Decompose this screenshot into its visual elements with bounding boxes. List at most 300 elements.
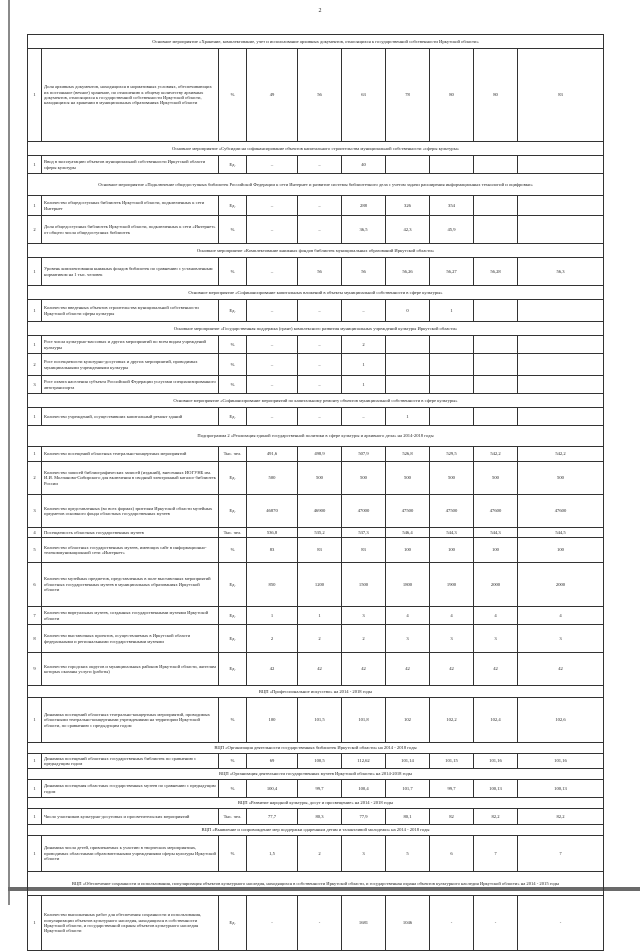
value-cell: 99,7 [298, 780, 342, 798]
indicator-name: Количество областных государственных музеев, имеющих сайт в информационно-телекоммуникационной сети «Интернет» [42, 538, 219, 563]
row-number: 1 [28, 49, 42, 142]
value-cell: 526,8 [386, 447, 430, 462]
indicator-name: Количество выставочных проектов, осуществляемых в Иркутской области федеральными и региональными государственными музеями [42, 625, 219, 653]
indicator-name: Уровень комплектования книжных фондов библиотек по сравнению с установленным нормативом на 1 тыс. человек [42, 258, 219, 286]
indicator-name: Количество посещений областных театрально-концертных мероприятий [42, 447, 219, 462]
section-row [28, 35, 604, 49]
value-cell: 537,3 [342, 528, 386, 538]
indicator-name: Рост посещаемости культурно-досуговых и других мероприятий, проводимых муниципальными учреждениями культуры [42, 354, 219, 376]
table-row [28, 538, 604, 563]
value-cell: 544,3 [474, 528, 518, 538]
value-cell: 80 [430, 49, 474, 142]
value-cell [430, 336, 474, 354]
value-cell: 3 [386, 625, 430, 653]
value-cell: 36,5 [342, 216, 386, 244]
value-cell: 850 [247, 563, 298, 607]
value-cell: 42 [298, 653, 342, 686]
table-row [28, 754, 604, 769]
unit-cell: % [219, 49, 247, 142]
row-number: 2 [28, 462, 42, 495]
value-cell: – [298, 300, 342, 322]
section-row [28, 769, 604, 780]
value-cell: 491,6 [247, 447, 298, 462]
indicator-name: Динамика числа детей, привлекаемых к участию в творческих мероприятиях, проводимых областными образовательными учреждениями сферы культуры Иркутской области [42, 836, 219, 872]
value-cell: 42 [386, 653, 430, 686]
value-cell: 2 [342, 625, 386, 653]
value-cell: 7 [474, 836, 518, 872]
value-cell: 112,62 [342, 754, 386, 769]
value-cell: 2 [342, 336, 386, 354]
row-number: 3 [28, 495, 42, 528]
value-cell: 288 [342, 196, 386, 216]
value-cell [518, 336, 604, 354]
value-cell [518, 216, 604, 244]
section-title: Основное мероприятие «Субсидии на софинансирование объектов капитального строительства муниципальной собственности «сферы культуры» [28, 142, 604, 156]
value-cell: 99,7 [430, 780, 474, 798]
value-cell [474, 336, 518, 354]
value-cell: 354 [430, 196, 474, 216]
unit-cell: % [219, 698, 247, 743]
table-row [28, 495, 604, 528]
row-number: 9 [28, 653, 42, 686]
value-cell: 83 [247, 538, 298, 563]
table-row [28, 653, 604, 686]
row-number: 6 [28, 563, 42, 607]
row-number: 3 [28, 376, 42, 394]
value-cell: 101,14 [386, 754, 430, 769]
unit-cell: Тыс. чел. [219, 528, 247, 538]
value-cell [518, 300, 604, 322]
value-cell [518, 376, 604, 394]
section-title: Основное мероприятие «Софинансирование капитальных вложений в объекты муниципальной собственности в сфере культуры» [28, 286, 604, 300]
row-number: 1 [28, 754, 42, 769]
unit-cell: Ед. [219, 896, 247, 951]
value-cell: – [247, 258, 298, 286]
section-row [28, 142, 604, 156]
value-cell: – [298, 156, 342, 174]
section-title: ВЦП «Выявление и сопровождение мер поддержки одаренным детям и талантливой молодежи» на 2014 - 2018 годы [28, 825, 604, 836]
row-number: 1 [28, 896, 42, 951]
row-number: 1 [28, 408, 42, 426]
value-cell: 500 [474, 462, 518, 495]
value-cell [386, 354, 430, 376]
value-cell: 42 [518, 653, 604, 686]
unit-cell: % [219, 754, 247, 769]
value-cell: 56 [298, 258, 342, 286]
unit-cell: % [219, 354, 247, 376]
indicator-name: Количество представленных (во всех формах) зрителям Иркутской области музейных предметов основного фонда областных государственных музеев [42, 495, 219, 528]
value-cell: 544,5 [518, 528, 604, 538]
value-cell: 80 [474, 49, 518, 142]
value-cell: – [298, 216, 342, 244]
row-number: 1 [28, 156, 42, 174]
value-cell: 3 [474, 625, 518, 653]
indicator-name: Посещаемость областных государственных музеев [42, 528, 219, 538]
indicator-name: Количество выполненных работ для обеспечения сохранности и использования, популяризации объектов культурного наследия, находящихся в собственности Иркутской области, и государственной охраны объектов культурного наследия Иркутской области [42, 896, 219, 951]
value-cell: 42,3 [386, 216, 430, 244]
value-cell: 56,27 [430, 258, 474, 286]
value-cell: 2 [298, 625, 342, 653]
value-cell: – [342, 300, 386, 322]
value-cell: – [298, 354, 342, 376]
indicator-name: Количество общедоступных библиотек Иркутской области, подключенных к сети Интернет [42, 196, 219, 216]
value-cell: 3 [342, 607, 386, 625]
value-cell: 544,3 [430, 528, 474, 538]
value-cell: – [247, 300, 298, 322]
value-cell: 6 [430, 836, 474, 872]
table-row [28, 156, 604, 174]
value-cell: 101,8 [342, 698, 386, 743]
value-cell [518, 196, 604, 216]
unit-cell: Ед. [219, 563, 247, 607]
unit-cell: Ед. [219, 495, 247, 528]
value-cell: - [474, 896, 518, 951]
value-cell: 100,13 [518, 780, 604, 798]
value-cell: 102,2 [430, 698, 474, 743]
value-cell [474, 408, 518, 426]
value-cell: 40 [342, 156, 386, 174]
section-row [28, 872, 604, 896]
unit-cell: Ед. [219, 300, 247, 322]
table-row [28, 354, 604, 376]
value-cell: 101,5 [298, 698, 342, 743]
value-cell: 1681 [342, 896, 386, 951]
row-number: 1 [28, 780, 42, 798]
value-cell [518, 408, 604, 426]
value-cell: 2000 [518, 563, 604, 607]
unit-cell: Тыс. чел. [219, 447, 247, 462]
section-title: Подпрограмма 2 «Реализация единой государственной политики в сфере культуры и архивного дела» на 2014-2018 годы [28, 426, 604, 447]
unit-cell: % [219, 258, 247, 286]
value-cell: 1 [342, 354, 386, 376]
unit-cell: % [219, 216, 247, 244]
value-cell [430, 354, 474, 376]
value-cell: 4 [386, 607, 430, 625]
value-cell: 3 [430, 625, 474, 653]
value-cell [430, 408, 474, 426]
value-cell: 100 [386, 538, 430, 563]
row-number: 4 [28, 528, 42, 538]
value-cell [386, 376, 430, 394]
value-cell [386, 156, 430, 174]
value-cell: 77,7 [247, 809, 298, 825]
row-number: 2 [28, 354, 42, 376]
value-cell [474, 376, 518, 394]
value-cell: – [247, 196, 298, 216]
value-cell: 47000 [342, 495, 386, 528]
row-number: 5 [28, 538, 42, 563]
value-cell: 500 [298, 462, 342, 495]
value-cell: 1 [430, 300, 474, 322]
table-row [28, 408, 604, 426]
value-cell: 45,9 [430, 216, 474, 244]
table-row [28, 563, 604, 607]
section-row [28, 798, 604, 809]
value-cell: 4 [430, 607, 474, 625]
table-row [28, 896, 604, 951]
value-cell: 46900 [298, 495, 342, 528]
value-cell: 78 [386, 49, 430, 142]
value-cell: 546,4 [386, 528, 430, 538]
row-number: 1 [28, 300, 42, 322]
indicator-name: Количество введенных объектов строительства муниципальной собственности Иркутской области сферы культуры [42, 300, 219, 322]
value-cell: – [298, 196, 342, 216]
value-cell: 82,2 [518, 809, 604, 825]
table-row [28, 780, 604, 798]
value-cell: 2000 [474, 563, 518, 607]
table-row [28, 836, 604, 872]
section-row [28, 174, 604, 196]
value-cell: - [247, 896, 298, 951]
value-cell: 1900 [430, 563, 474, 607]
value-cell: 1500 [342, 563, 386, 607]
unit-cell: Ед. [219, 625, 247, 653]
value-cell: 83 [298, 538, 342, 563]
page-number: 2 [318, 8, 322, 14]
value-cell: 56 [342, 258, 386, 286]
unit-cell: % [219, 538, 247, 563]
value-cell: 2 [298, 836, 342, 872]
section-title: ВЦП «Профессиональное искусство» на 2014 - 2018 годы [28, 686, 604, 698]
row-number: 1 [28, 809, 42, 825]
unit-cell: % [219, 836, 247, 872]
row-number: 7 [28, 607, 42, 625]
table-row [28, 607, 604, 625]
row-number: 1 [28, 698, 42, 743]
value-cell: 3 [342, 836, 386, 872]
value-cell: – [247, 354, 298, 376]
value-cell: 82 [430, 809, 474, 825]
section-title: Основное мероприятие «Подключение общедоступных библиотек Российской Федерации к сети Интернет и развитие системы библиотечного дела с учетом задачи расширения информационных технологий и оцифровки» [28, 174, 604, 196]
unit-cell: Ед. [219, 653, 247, 686]
value-cell: 536,8 [247, 528, 298, 538]
value-cell: 83 [342, 538, 386, 563]
value-cell: – [298, 408, 342, 426]
value-cell: 100,5 [298, 754, 342, 769]
value-cell: 1 [342, 376, 386, 394]
value-cell: – [298, 336, 342, 354]
row-number: 1 [28, 336, 42, 354]
indicator-name: Количество городских округов и муниципальных районов Иркутской области, жителям которых оказаны услуги (работы) [42, 653, 219, 686]
value-cell: 1200 [298, 563, 342, 607]
section-row [28, 686, 604, 698]
value-cell [474, 354, 518, 376]
value-cell: – [247, 336, 298, 354]
indicator-name: Число участников культурно-досуговых и просветительских мероприятий [42, 809, 219, 825]
row-number: 8 [28, 625, 42, 653]
value-cell: 2 [247, 625, 298, 653]
section-title: ВЦП «Развитие народной культуры, досуг и просвещение» на 2014 - 2018 годы [28, 798, 604, 809]
value-cell: 100 [518, 538, 604, 563]
indicator-name: Динамика посещения областных государственных музеев по сравнению с предыдущим годом [42, 780, 219, 798]
section-row [28, 426, 604, 447]
table-row [28, 698, 604, 743]
value-cell [474, 216, 518, 244]
unit-cell: Ед. [219, 156, 247, 174]
table-row [28, 625, 604, 653]
scan-left-edge [8, 0, 10, 905]
row-number: 2 [28, 216, 42, 244]
section-row [28, 286, 604, 300]
value-cell: 500 [518, 462, 604, 495]
value-cell: 56,3 [518, 258, 604, 286]
value-cell: 326 [386, 196, 430, 216]
section-row [28, 743, 604, 754]
value-cell: - [430, 896, 474, 951]
section-row [28, 244, 604, 258]
table-row [28, 809, 604, 825]
value-cell [474, 156, 518, 174]
section-title: Основное мероприятие «Государственная поддержка (грант) комплексного развития муниципальных учреждений культуры Иркутской области» [28, 322, 604, 336]
value-cell: 47600 [474, 495, 518, 528]
value-cell: 101,16 [474, 754, 518, 769]
value-cell: 529,5 [430, 447, 474, 462]
indicator-name: Динамика посещений областных театрально-концертных мероприятий, проводимых областными театрально-концертными учреждениями на территории Иркутской области, по сравнению с предыдущим годом [42, 698, 219, 743]
value-cell [386, 336, 430, 354]
value-cell: – [247, 156, 298, 174]
value-cell [474, 196, 518, 216]
indicator-name: Доля архивных документов, находящихся в нормативных условиях, обеспечивающих их постоянное (вечное) хранение, по отношению к общему количеству архивных документов, относящихся к государственной собственности Иркутской области, находящихся на хранении в муниципальных образованиях Иркутской области [42, 49, 219, 142]
value-cell: - [298, 896, 342, 951]
value-cell: 102 [386, 698, 430, 743]
unit-cell: Ед. [219, 607, 247, 625]
value-cell: 102,4 [474, 698, 518, 743]
indicator-name: Количество виртуальных музеев, созданных государственными музеями Иркутской области [42, 607, 219, 625]
value-cell [430, 376, 474, 394]
unit-cell: % [219, 336, 247, 354]
value-cell: 42 [430, 653, 474, 686]
indicator-name: Количество учреждений, осуществивших капитальный ремонт зданий [42, 408, 219, 426]
section-row [28, 394, 604, 408]
value-cell [518, 354, 604, 376]
section-title: Основное мероприятие «Комплектование книжных фондов библиотек муниципальных образований Иркутской области» [28, 244, 604, 258]
value-cell: 3 [518, 625, 604, 653]
value-cell: 56,26 [386, 258, 430, 286]
table-row [28, 462, 604, 495]
table-row [28, 528, 604, 538]
value-cell: 47500 [386, 495, 430, 528]
value-cell: 56 [298, 49, 342, 142]
value-cell: 1 [386, 408, 430, 426]
table-row [28, 49, 604, 142]
table-row [28, 196, 604, 216]
value-cell: 42 [247, 653, 298, 686]
section-title: ВЦП «Организация деятельности государственных библиотек Иркутской области» на 2014 - 2018 годы [28, 743, 604, 754]
value-cell: – [247, 216, 298, 244]
indicator-name: Рост числа культурно-массовых и других мероприятий по всем видам учреждений культуры [42, 336, 219, 354]
value-cell: 102,6 [518, 698, 604, 743]
value-cell: – [247, 376, 298, 394]
value-cell: 101,15 [430, 754, 474, 769]
value-cell: 507,9 [342, 447, 386, 462]
value-cell: 1800 [386, 563, 430, 607]
value-cell: 100,13 [474, 780, 518, 798]
indicators-table-body [28, 35, 604, 951]
value-cell: 100 [474, 538, 518, 563]
indicator-name: Ввод в эксплуатацию объектов муниципальной собственности Иркутской области сферы культуры [42, 156, 219, 174]
unit-cell: Ед. [219, 408, 247, 426]
value-cell: 63 [342, 49, 386, 142]
indicator-name: Доля общедоступных библиотек Иркутской области, подключенных к сети «Интернет» от общего числа общедоступных библиотек [42, 216, 219, 244]
value-cell: 1,5 [247, 836, 298, 872]
indicator-name: Рост охвата населения субъекта Российской Федерации услугами специализированного автотранспорта [42, 376, 219, 394]
value-cell: 535,2 [298, 528, 342, 538]
value-cell: 4 [474, 607, 518, 625]
value-cell: 500 [342, 462, 386, 495]
value-cell: 4 [518, 607, 604, 625]
value-cell: 46870 [247, 495, 298, 528]
section-title: Основное мероприятие «Хранение, комплектование, учет и использование архивных документов, относящихся к государственной собственности Иркутской области» [28, 35, 604, 49]
value-cell: 100,4 [247, 780, 298, 798]
table-row [28, 336, 604, 354]
value-cell: 69 [247, 754, 298, 769]
value-cell: – [298, 376, 342, 394]
value-cell: 5 [386, 836, 430, 872]
value-cell [430, 156, 474, 174]
unit-cell: Ед. [219, 462, 247, 495]
table-row [28, 216, 604, 244]
value-cell: 42 [474, 653, 518, 686]
section-row [28, 322, 604, 336]
value-cell: 80,1 [386, 809, 430, 825]
value-cell: 82,2 [474, 809, 518, 825]
value-cell: – [247, 408, 298, 426]
value-cell: 49 [247, 49, 298, 142]
value-cell: 500 [430, 462, 474, 495]
value-cell: 1 [298, 607, 342, 625]
value-cell: 47500 [430, 495, 474, 528]
value-cell: 100 [430, 538, 474, 563]
table-row [28, 376, 604, 394]
section-title: Основное мероприятие «Софинансирование мероприятий по капитальному ремонту объектов муниципальной собственности в сфере культуры» [28, 394, 604, 408]
value-cell: – [342, 408, 386, 426]
value-cell: 80,3 [298, 809, 342, 825]
value-cell: 0 [386, 300, 430, 322]
value-cell: 1046 [386, 896, 430, 951]
value-cell [474, 300, 518, 322]
indicator-name: Количество музейных предметов, представленных в поле выставочных мероприятий областных государственных музеев в муниципальных образованиях Иркутской области [42, 563, 219, 607]
section-title: ВЦП «Обеспечение сохранности и использования, популяризация объектов культурного наследия, находящихся в собственности Иркутской области, и государственная охрана объектов культурного наследия Иркутской области» на 2014 - 2015 годы [28, 872, 604, 896]
indicators-table [27, 34, 604, 951]
value-cell: 500 [386, 462, 430, 495]
value-cell: 101,7 [386, 780, 430, 798]
value-cell: 542,2 [474, 447, 518, 462]
row-number: 1 [28, 836, 42, 872]
table-row [28, 447, 604, 462]
value-cell: 1 [247, 607, 298, 625]
value-cell: - [518, 896, 604, 951]
value-cell: 47600 [518, 495, 604, 528]
unit-cell: Тыс. чел. [219, 809, 247, 825]
table-row [28, 258, 604, 286]
value-cell: 42 [342, 653, 386, 686]
value-cell: 77,9 [342, 809, 386, 825]
indicator-name: Динамика посещений областных государственных библиотек по сравнению с предыдущим годом [42, 754, 219, 769]
indicator-name: Количество записей библиографических записей (изданий), внесенных ИОГУНБ им. И.И. Молчанова-Сибирского для включения в сводный электронный каталог библиотек России [42, 462, 219, 495]
unit-cell: % [219, 780, 247, 798]
value-cell: 7 [518, 836, 604, 872]
document-body [27, 34, 603, 951]
row-number: 1 [28, 258, 42, 286]
value-cell: 100,4 [342, 780, 386, 798]
section-title: ВЦП «Организация деятельности государственных музеев Иркутской области» на 2014-2018 годы [28, 769, 604, 780]
unit-cell: Ед. [219, 196, 247, 216]
value-cell: 100 [247, 698, 298, 743]
table-row [28, 300, 604, 322]
unit-cell: % [219, 376, 247, 394]
value-cell: 500 [247, 462, 298, 495]
section-row [28, 825, 604, 836]
